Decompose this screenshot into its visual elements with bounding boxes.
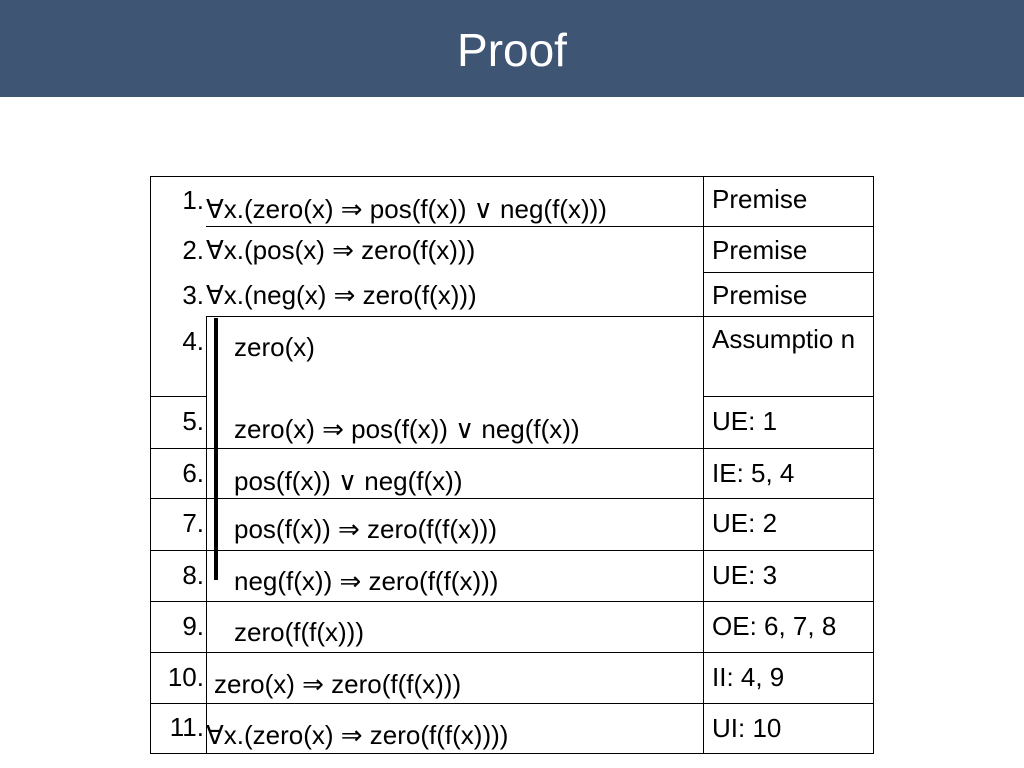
justification: UI: 10 [712, 713, 782, 743]
slide-title: Proof [457, 23, 567, 76]
line-number: 5. [182, 406, 204, 436]
title-bar [0, 0, 1024, 97]
row-divider [150, 396, 206, 397]
line-number: 3. [182, 280, 204, 310]
formula: zero(f(f(x))) [234, 617, 364, 647]
table-border-left [150, 176, 151, 754]
formula: zero(x) ⇒ pos(f(x)) ∨ neg(f(x)) [234, 414, 580, 444]
table-border-top [150, 176, 874, 177]
line-number: 7. [182, 508, 204, 538]
formula: pos(f(x)) ⇒ zero(f(f(x))) [234, 514, 497, 544]
justification: UE: 1 [712, 406, 778, 436]
line-number: 4. [182, 326, 204, 356]
row-divider [206, 226, 874, 227]
line-number: 2. [182, 235, 204, 265]
formula: zero(x) [234, 332, 315, 362]
justification-divider [703, 176, 704, 754]
assumption-scope-bar [214, 318, 218, 580]
formula: ∀x.(neg(x) ⇒ zero(f(x))) [206, 280, 477, 310]
row-divider [704, 396, 874, 397]
formula: zero(x) ⇒ zero(f(f(x))) [214, 669, 462, 699]
formula: ∀x.(zero(x) ⇒ pos(f(x)) ∨ neg(f(x))) [206, 194, 607, 224]
justification: Premise [712, 280, 808, 310]
justification: OE: 6, 7, 8 [712, 611, 837, 641]
line-number: 1. [182, 185, 204, 215]
justification: II: 4, 9 [712, 662, 785, 692]
line-number: 8. [182, 560, 204, 590]
line-number: 10. [167, 662, 204, 692]
justification: Assumptio n [712, 324, 856, 354]
line-number: 6. [182, 458, 204, 488]
formula: neg(f(x)) ⇒ zero(f(f(x))) [234, 566, 499, 596]
proof-table [150, 176, 874, 754]
line-number: 9. [182, 611, 204, 641]
justification: IE: 5, 4 [712, 458, 795, 488]
number-column-divider [206, 316, 207, 754]
formula: pos(f(x)) ∨ neg(f(x)) [234, 466, 463, 496]
justification: UE: 2 [712, 508, 778, 538]
row-divider [150, 498, 874, 499]
row-divider [150, 703, 874, 704]
justification: UE: 3 [712, 560, 778, 590]
line-number: 11. [169, 712, 204, 742]
justification: Premise [712, 235, 808, 265]
row-divider [704, 272, 874, 273]
formula: ∀x.(pos(x) ⇒ zero(f(x))) [206, 235, 476, 265]
table-border-right [873, 176, 874, 754]
row-divider [150, 550, 874, 551]
row-divider [150, 601, 874, 602]
row-divider [206, 316, 874, 317]
table-border-bottom [150, 753, 874, 754]
justification: Premise [712, 184, 808, 214]
formula: ∀x.(zero(x) ⇒ zero(f(f(x)))) [206, 720, 509, 750]
row-divider [150, 652, 874, 653]
row-divider [150, 448, 874, 449]
